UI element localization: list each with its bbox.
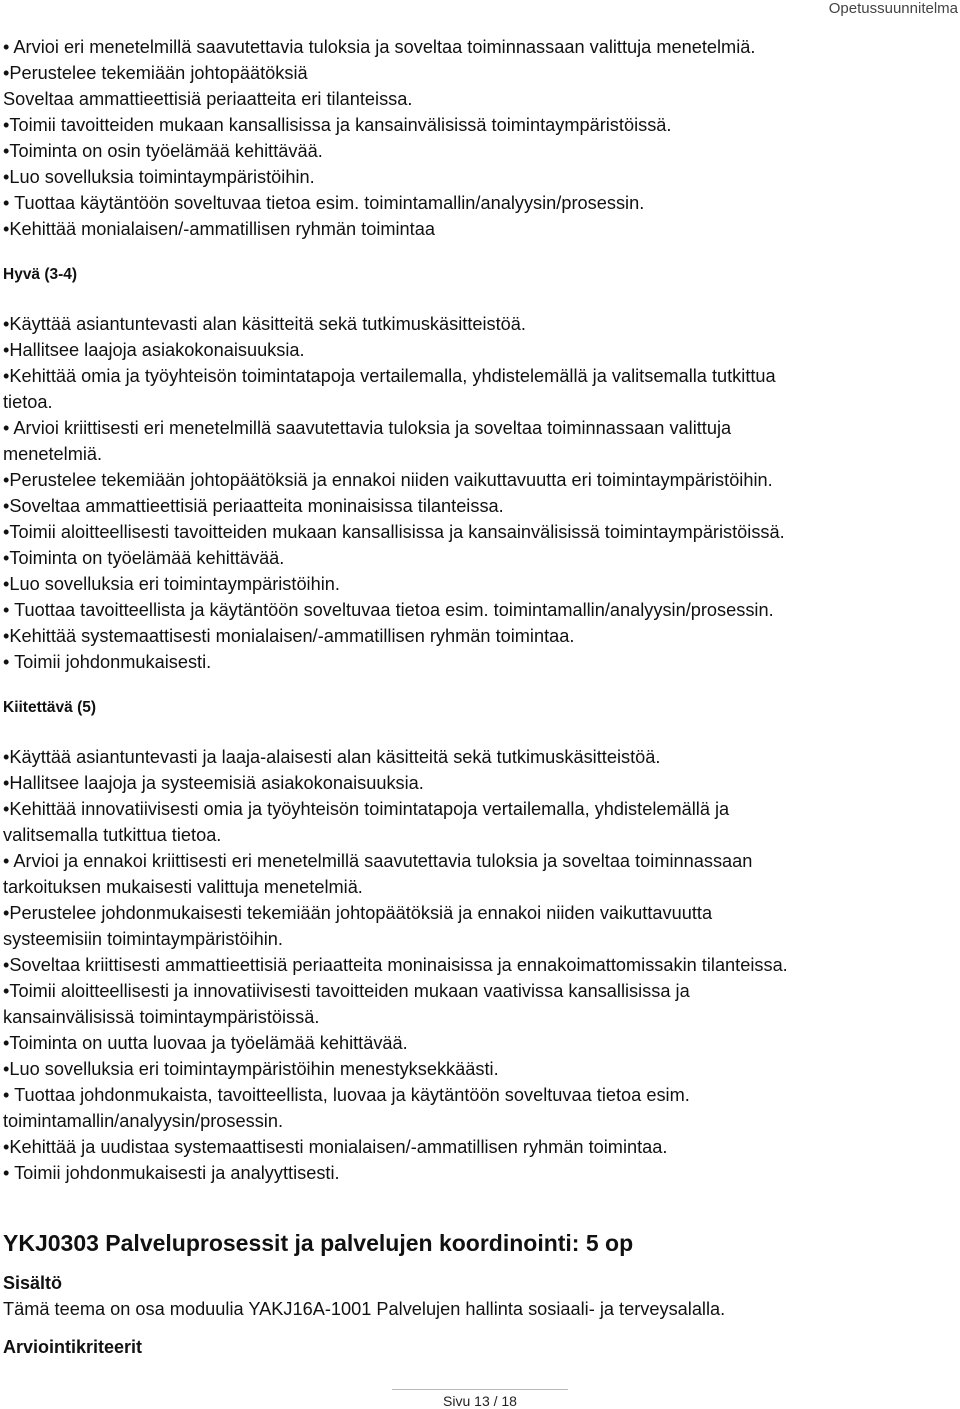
list-item: •Toimii tavoitteiden mukaan kansallisissa ja kansainvälisissä toimintaympäristöissä. (3, 115, 672, 135)
list-item: valitsemalla tutkittua tietoa. (3, 825, 222, 845)
list-item: •Toimii aloitteellisesti tavoitteiden mukaan kansallisissa ja kansainvälisissä toimintaympäristöissä. (3, 522, 785, 542)
content-heading: Sisältö (3, 1273, 63, 1293)
list-item: •Toiminta on osin työelämää kehittävää. (3, 141, 323, 161)
list-item: • Tuottaa käytäntöön soveltuvaa tietoa esim. toimintamallin/analyysin/prosessin. (3, 193, 645, 213)
grade-heading-excellent: Kiitettävä (5) (3, 699, 97, 716)
list-item: •Perustelee tekemiään johtopäätöksiä ja ennakoi niiden vaikuttavuutta eri toimintaympäristöihin. (3, 470, 773, 490)
grade-excellent-list (3, 744, 953, 1186)
grade-good-list (3, 311, 953, 675)
list-item: kansainvälisissä toimintaympäristöissä. (3, 1007, 320, 1027)
list-item: •Kehittää omia ja työyhteisön toimintatapoja vertailemalla, yhdistelemällä ja valitsemalla tutkittua (3, 366, 776, 386)
list-item: •Käyttää asiantuntevasti ja laaja-alaisesti alan käsitteitä sekä tutkimuskäsitteistöä. (3, 747, 661, 767)
list-item: •Soveltaa ammattieettisiä periaatteita moninaisissa tilanteissa. (3, 496, 504, 516)
list-item: Soveltaa ammattieettisiä periaatteita eri tilanteissa. (3, 89, 413, 109)
list-item: •Soveltaa kriittisesti ammattieettisiä periaatteita moninaisissa ja ennakoimattomissakin tilanteissa. (3, 955, 788, 975)
list-item: tietoa. (3, 392, 53, 412)
list-item: •Perustelee tekemiään johtopäätöksiä (3, 63, 308, 83)
list-item: •Luo sovelluksia eri toimintaympäristöihin menestyksekkäästi. (3, 1059, 499, 1079)
list-item: • Tuottaa tavoitteellista ja käytäntöön soveltuvaa tietoa esim. toimintamallin/analyysin/prosessin. (3, 600, 774, 620)
list-item: tarkoituksen mukaisesti valittuja menetelmiä. (3, 877, 363, 897)
criteria-heading: Arviointikriteerit (3, 1337, 143, 1357)
content-text: Tämä teema on osa moduulia YAKJ16A-1001 Palvelujen hallinta sosiaali- ja terveysalalla. (3, 1299, 726, 1319)
grade-heading-good: Hyvä (3-4) (3, 266, 78, 283)
page-content (3, 34, 953, 1360)
list-item: •Toiminta on uutta luovaa ja työelämää kehittävää. (3, 1033, 408, 1053)
list-item: • Toimii johdonmukaisesti. (3, 652, 212, 672)
list-item: •Kehittää innovatiivisesti omia ja työyhteisön toimintatapoja vertailemalla, yhdistelemällä ja (3, 799, 730, 819)
intro-list (3, 34, 953, 242)
list-item: •Luo sovelluksia eri toimintaympäristöihin. (3, 574, 340, 594)
list-item: •Kehittää systemaattisesti monialaisen/-ammatillisen ryhmän toimintaa. (3, 626, 575, 646)
list-item: •Toimii aloitteellisesti ja innovatiivisesti tavoitteiden mukaan vaativissa kansallisissa ja (3, 981, 690, 1001)
list-item: •Kehittää ja uudistaa systemaattisesti monialaisen/-ammatillisen ryhmän toimintaa. (3, 1137, 668, 1157)
list-item: • Arvioi ja ennakoi kriittisesti eri menetelmillä saavutettavia tuloksia ja soveltaa toiminnassaan (3, 851, 753, 871)
page-number: Sivu 13 / 18 (443, 1393, 517, 1409)
document-header-title: Opetussuunnitelma (828, 0, 958, 17)
list-item: menetelmiä. (3, 444, 103, 464)
list-item: • Toimii johdonmukaisesti ja analyyttisesti. (3, 1163, 340, 1183)
list-item: • Arvioi eri menetelmillä saavutettavia tuloksia ja soveltaa toiminnassaan valittuja menetelmiä. (3, 37, 756, 57)
list-item: toimintamallin/analyysin/prosessin. (3, 1111, 284, 1131)
footer-divider (392, 1389, 568, 1390)
list-item: systeemisiin toimintaympäristöihin. (3, 929, 283, 949)
list-item: • Arvioi kriittisesti eri menetelmillä saavutettavia tuloksia ja soveltaa toiminnassaan valittuja (3, 418, 732, 438)
list-item: •Luo sovelluksia toimintaympäristöihin. (3, 167, 315, 187)
list-item: •Toiminta on työelämää kehittävää. (3, 548, 285, 568)
list-item: •Hallitsee laajoja asiakokonaisuuksia. (3, 340, 305, 360)
list-item: •Perustelee johdonmukaisesti tekemiään johtopäätöksiä ja ennakoi niiden vaikuttavuutta (3, 903, 713, 923)
list-item: •Hallitsee laajoja ja systeemisiä asiakokonaisuuksia. (3, 773, 424, 793)
list-item: •Käyttää asiantuntevasti alan käsitteitä sekä tutkimuskäsitteistöä. (3, 314, 526, 334)
list-item: •Kehittää monialaisen/-ammatillisen ryhmän toimintaa (3, 219, 435, 239)
course-title: YKJ0303 Palveluprosessit ja palvelujen koordinointi: 5 op (3, 1230, 634, 1256)
list-item: • Tuottaa johdonmukaista, tavoitteellista, luovaa ja käytäntöön soveltuvaa tietoa esim. (3, 1085, 690, 1105)
